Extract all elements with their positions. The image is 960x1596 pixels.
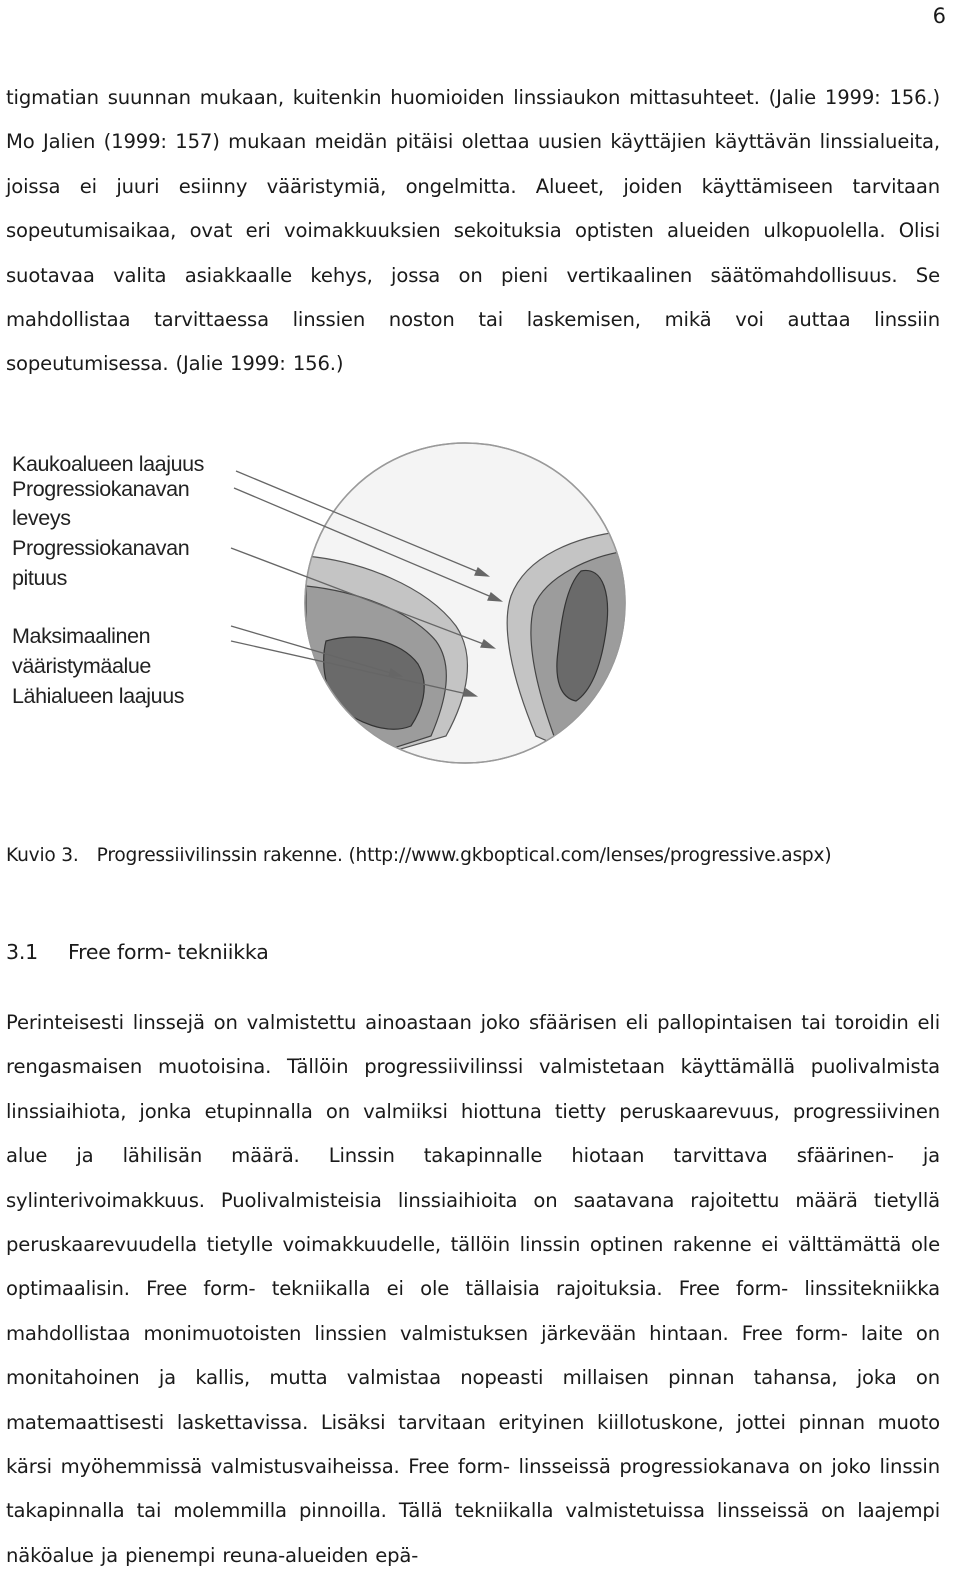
section-number: 3.1: [6, 940, 39, 964]
label-corridor-width-2: leveys: [12, 506, 71, 530]
caption-number: Kuvio 3.: [6, 845, 79, 866]
label-max-distortion-1: Maksimaalinen: [12, 624, 151, 648]
label-max-distortion-2: vääristymäalue: [12, 654, 151, 678]
label-corridor-length-2: pituus: [12, 566, 67, 590]
section-heading: [6, 940, 269, 964]
page-number: 6: [932, 4, 946, 28]
caption-text: Progressiivilinssin rakenne. (http://www.gkboptical.com/lenses/progressive.aspx): [96, 845, 832, 866]
label-far-zone: Kaukoalueen laajuus: [12, 452, 205, 476]
label-corridor-width-1: Progressiokanavan: [12, 477, 190, 501]
label-near-zone: Lähialueen laajuus: [12, 684, 185, 708]
body-paragraph-1: tigmatian suunnan mukaan, kuitenkin huomioiden linssiaukon mittasuhteet. (Jalie 1999: 156.) Mo Jalien (1999: 157) mukaan meidän pitäisi olettaa uusien käyttäjien käyttävän linssialueita, joissa ei juuri esiinny vääristymiä, ongelmitta. Alueet, joiden käyttämiseen tarvitaan sopeutumisaikaa, ovat eri voimakkuuksien sekoituksia optisten alueiden ulkopuolella. Olisi suotavaa valita asiakkaalle kehys, jossa on pieni vertikaalinen säätömahdollisuus. Se mahdollistaa tarvittaessa linssien noston tai laskemisen, mikä voi auttaa linssiin sopeutumisessa. (Jalie 1999: 156.): [6, 86, 940, 376]
progressive-lens-figure: [6, 436, 646, 766]
figure-caption: [6, 845, 831, 866]
label-corridor-length-1: Progressiokanavan: [12, 536, 190, 560]
body-paragraph-2: Perinteisesti linssejä on valmistettu ainoastaan joko sfäärisen eli pallopintaisen tai toroidin eli rengasmaisen muotoisina. Tällöin progressiivilinssi valmistetaan käyttämällä puolivalmista linssiaihiota, jonka etupinnalla on valmiiksi hiottuna tietty peruskaarevuus, progressiivinen alue ja lähilisän määrä. Linssin takapinnalle hiotaan tarvittava sfäärinen- ja sylinterivoimakkuus. Puolivalmisteisia linssiaihioita on saatavana rajoitettu määrä tietyllä peruskaarevuudella tietylle voimakkuudelle, tällöin linssin optinen rakenne ei välttämättä ole optimaalisin. Free form- tekniikalla ei ole tällaisia rajoituksia. Free form- linssitekniikka mahdollistaa monimuotoisten linssien valmistuksen järkevään hintaan. Free form- laite on monitahoinen ja kallis, mutta valmistaa nopeasti millaisen pinnan tahansa, joka on matemaattisesti laskettavissa. Lisäksi tarvitaan erityinen kiillotuskone, jottei pinnan muoto kärsi myöhemmissä valmistusvaiheissa. Free form- linsseissä progressiokanava on joko linssin takapinnalla tai molemmilla pinnoilla. Tällä tekniikalla valmistetuissa linsseissä on laajempi näköalue ja pienempi reuna-alueiden epä-: [6, 1011, 940, 1567]
section-title: Free form- tekniikka: [68, 940, 269, 964]
